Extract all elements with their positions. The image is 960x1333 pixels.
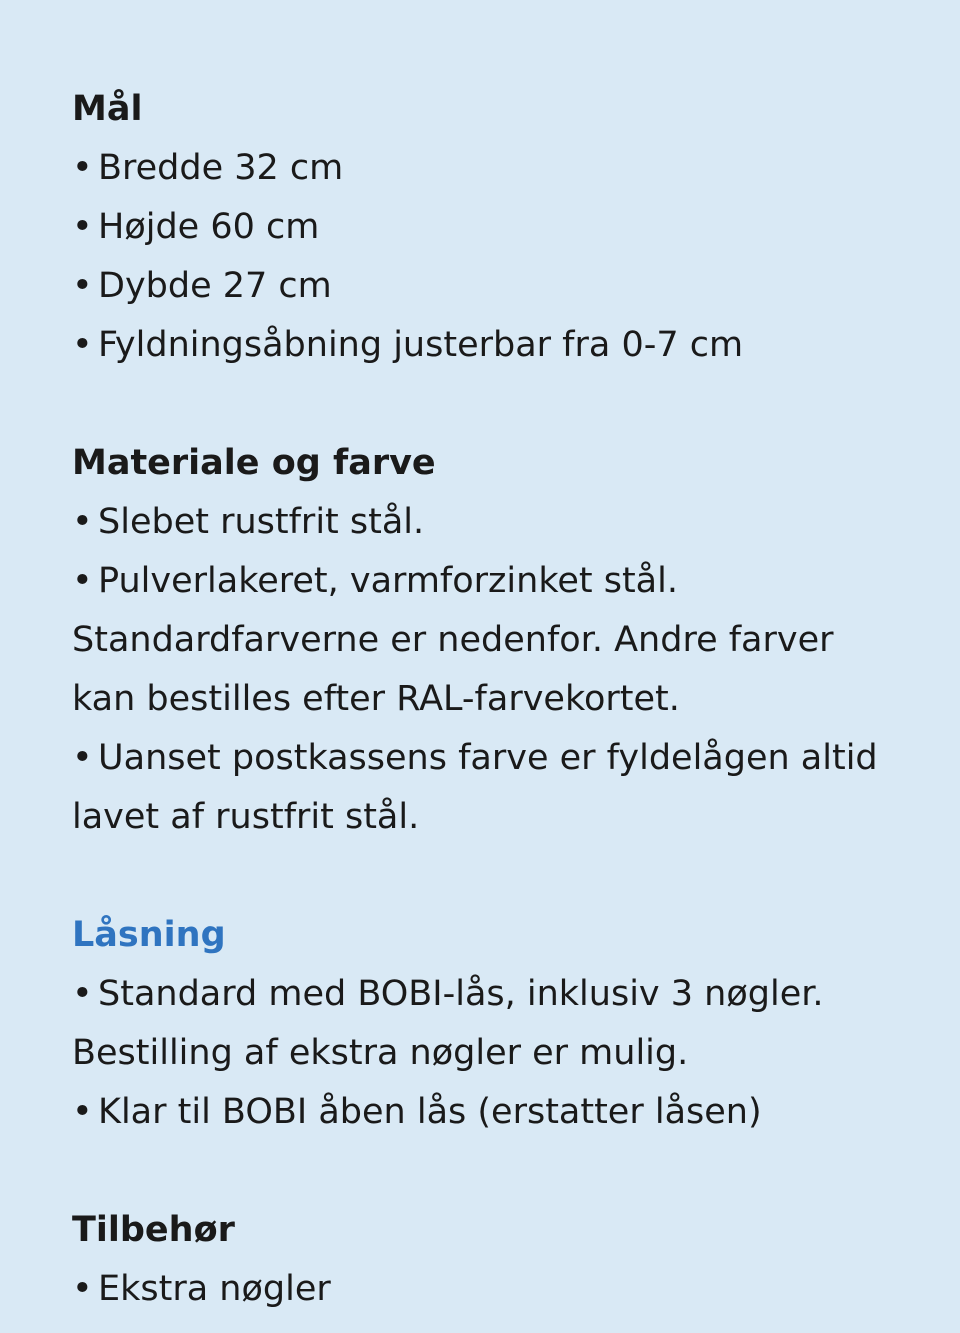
list-item-text: Højde 60 cm (98, 207, 320, 247)
list-item (72, 965, 920, 1024)
section-laasning (72, 906, 920, 1142)
list-item (72, 198, 920, 257)
list-item-text: Slebet rustfrit stål. (98, 502, 425, 542)
list-item-text: Dybde 27 cm (98, 266, 332, 306)
section-tilbehoer (72, 1201, 920, 1319)
bullet-icon: • (72, 148, 93, 188)
section-heading: Mål (72, 89, 143, 129)
bullet-icon: • (72, 207, 93, 247)
section-maal (72, 80, 920, 375)
section-heading: Materiale og farve (72, 443, 436, 483)
bullet-icon: • (72, 266, 93, 306)
list-item (72, 552, 920, 611)
list-item (72, 257, 920, 316)
list-item (72, 493, 920, 552)
section-heading: Tilbehør (72, 1210, 235, 1250)
continuation-text: Standardfarverne er nedenfor. Andre farver (72, 620, 834, 660)
bullet-icon: • (72, 1092, 93, 1132)
list-item-text: Ekstra nøgler (98, 1269, 331, 1309)
list-item (72, 139, 920, 198)
list-item-text: Bredde 32 cm (98, 148, 344, 188)
continuation-text: kan bestilles efter RAL-farvekortet. (72, 679, 680, 719)
bullet-icon: • (72, 1269, 93, 1309)
section-heading: Låsning (72, 915, 226, 955)
section-materiale-og-farve (72, 434, 920, 847)
list-item-text: Fyldningsåbning justerbar fra 0-7 cm (98, 325, 744, 365)
list-item-text: Standard med BOBI-lås, inklusiv 3 nøgler. (98, 974, 824, 1014)
bullet-icon: • (72, 502, 93, 542)
bullet-icon: • (72, 561, 93, 601)
bullet-icon: • (72, 325, 93, 365)
bullet-icon: • (72, 974, 93, 1014)
list-item-text: Uanset postkassens farve er fyldelågen altid (98, 738, 878, 778)
list-item (72, 1083, 920, 1142)
bullet-icon: • (72, 738, 93, 778)
continuation-text: Bestilling af ekstra nøgler er mulig. (72, 1033, 689, 1073)
continuation-text: lavet af rustfrit stål. (72, 797, 420, 837)
list-item (72, 1260, 920, 1319)
list-item-text: Klar til BOBI åben lås (erstatter låsen) (98, 1092, 762, 1132)
list-item (72, 316, 920, 375)
list-item (72, 729, 920, 788)
list-item-text: Pulverlakeret, varmforzinket stål. (98, 561, 678, 601)
